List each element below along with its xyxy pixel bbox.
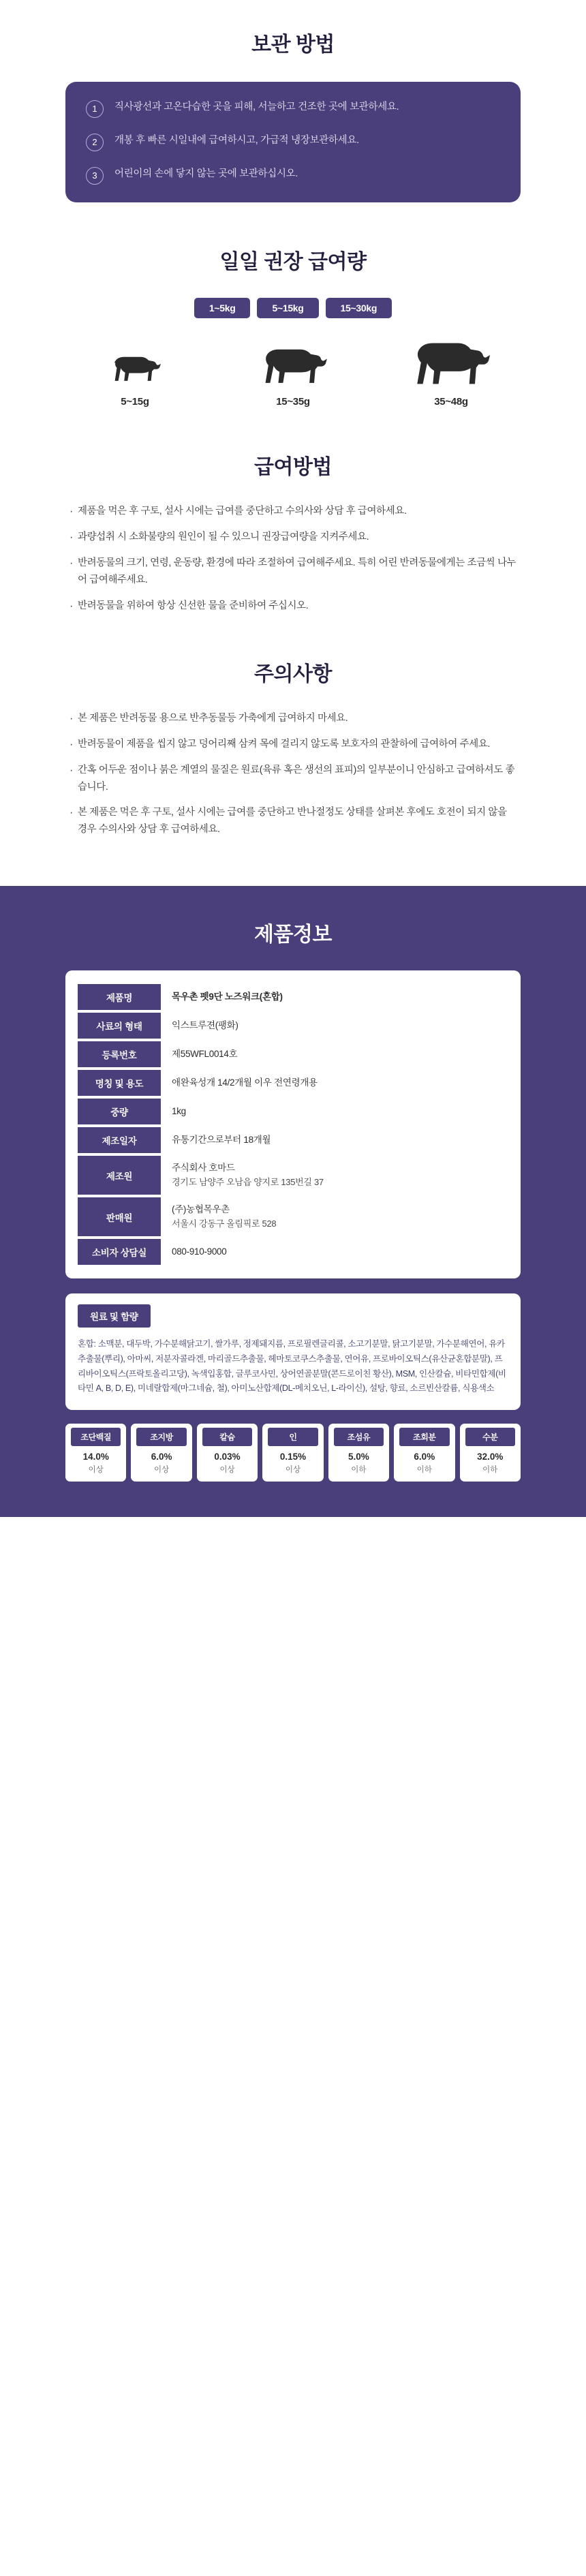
nutrition-qualifier: 이상	[154, 1465, 170, 1474]
dog-large-icon	[407, 339, 495, 386]
table-row	[78, 1041, 508, 1067]
nutrition-value: 5.0%	[348, 1452, 369, 1462]
nutrition-qualifier: 이하	[416, 1465, 432, 1474]
feeding-method-section	[0, 408, 586, 615]
nutrition-value: 0.03%	[214, 1452, 241, 1462]
row-value: 유통기간으로부터 18개월	[172, 1134, 271, 1145]
page-title-caution: 주의사항	[254, 662, 332, 686]
row-label: 등록번호	[78, 1041, 161, 1067]
row-label: 중량	[78, 1099, 161, 1124]
step-number: 3	[86, 167, 104, 185]
row-label: 판매원	[78, 1197, 161, 1236]
row-value	[161, 1156, 508, 1195]
list-item: · 과량섭취 시 소화불량의 원인이 될 수 있으니 권장급여량을 지켜주세요.	[68, 529, 518, 546]
product-info-table	[78, 981, 508, 1268]
storage-list	[65, 82, 521, 202]
page-title-feeding: 급여방법	[254, 456, 332, 478]
page-title-storage: 보관 방법	[251, 33, 335, 56]
row-label: 제조원	[78, 1156, 161, 1195]
row-label: 제품명	[78, 984, 161, 1010]
caution-section	[0, 615, 586, 839]
nutrition-name: 인	[268, 1428, 318, 1446]
nutrition-value: 0.15%	[279, 1452, 307, 1462]
step-number: 1	[86, 100, 104, 118]
row-value-sub: 경기도 남양주 오남읍 양지로 135번길 37	[172, 1177, 324, 1188]
page-title-daily: 일일 권장 급여량	[219, 251, 367, 273]
nutrition-value: 6.0%	[151, 1452, 172, 1462]
product-info-section	[0, 886, 586, 1517]
nutrition-name: 조섬유	[334, 1428, 384, 1446]
table-row	[78, 1013, 508, 1039]
nutrition-qualifier: 이상	[285, 1465, 301, 1474]
daily-amount-section	[0, 202, 586, 408]
row-value: 목우촌 펫9단 노즈워크(혼합)	[172, 991, 283, 1002]
nutrition-qualifier: 이하	[351, 1465, 367, 1474]
row-value: 1kg	[172, 1105, 186, 1116]
nutrition-value: 32.0%	[477, 1452, 504, 1462]
table-row	[78, 1156, 508, 1195]
table-row	[78, 1197, 508, 1236]
ingredients-heading: 원료 및 함량	[78, 1304, 151, 1328]
list-item: · 제품을 먹은 후 구토, 설사 시에는 급여를 중단하고 수의사와 상담 후 급여하세요.	[68, 503, 518, 520]
tab-weight-3: 15~30kg	[326, 298, 392, 318]
list-item	[86, 166, 500, 185]
storage-item-text: 개봉 후 빠른 시일내에 급여하시고, 가급적 냉장보관하세요.	[114, 135, 359, 146]
nutrition-name: 칼슘	[202, 1428, 252, 1446]
nutrition-name: 수분	[465, 1428, 515, 1446]
nutrition-cell	[197, 1424, 258, 1482]
page-title-product: 제품정보	[254, 923, 332, 947]
nutrition-name: 조지방	[136, 1428, 186, 1446]
nutrition-cell	[65, 1424, 126, 1482]
nutrition-value: 6.0%	[414, 1452, 435, 1462]
caution-list	[68, 710, 518, 839]
feeding-list	[68, 503, 518, 615]
row-value: 제55WFL0014호	[172, 1048, 238, 1059]
list-item	[390, 339, 512, 408]
row-value-sub: 서울시 강동구 올림픽로 528	[172, 1218, 277, 1229]
product-info-card	[65, 970, 521, 1278]
nutrition-name: 조단백질	[71, 1428, 121, 1446]
dog-medium-icon	[256, 344, 330, 386]
list-item	[232, 344, 354, 408]
nutrition-cell	[394, 1424, 454, 1482]
list-item: · 반려동물의 크기, 연령, 운동량, 환경에 따라 조절하여 급여해주세요. 특히 어린 반려동물에게는 조금씩 나누어 급여해주세요.	[68, 555, 518, 589]
table-row	[78, 1127, 508, 1153]
storage-item-text: 직사광선과 고온다습한 곳을 피해, 서늘하고 건조한 곳에 보관하세요.	[114, 102, 399, 112]
list-item	[86, 99, 500, 118]
row-value: 익스트루젼(팽화)	[172, 1019, 238, 1030]
table-row	[78, 1239, 508, 1265]
row-value: 080-910-9000	[172, 1246, 227, 1257]
nutrition-qualifier: 이상	[219, 1465, 235, 1474]
list-item: · 본 제품은 먹은 후 구토, 설사 시에는 급여를 중단하고 반나절정도 상태를 살펴본 후에도 호전이 되지 않을 경우 수의사와 상담 후 급여하세요.	[68, 804, 518, 838]
ingredients-card	[65, 1293, 521, 1410]
table-row	[78, 984, 508, 1010]
dog-amount-1: 5~15g	[121, 396, 149, 408]
nutrition-value: 14.0%	[82, 1452, 109, 1462]
nutrition-cell	[131, 1424, 191, 1482]
nutrition-cell	[262, 1424, 323, 1482]
list-item	[74, 351, 196, 408]
list-item: · 반려동물이 제품을 씹지 않고 덩어리째 삼켜 목에 걸리지 않도록 보호자의 관찰하에 급여하여 주세요.	[68, 736, 518, 753]
nutrition-qualifier: 이하	[482, 1465, 498, 1474]
tab-weight-1: 1~5kg	[194, 298, 251, 318]
table-row	[78, 1070, 508, 1096]
list-item: · 본 제품은 반려동물 용으로 반추동물등 가축에게 급여하지 마세요.	[68, 710, 518, 727]
storage-section	[0, 0, 586, 202]
row-value-main: (주)농협목우촌	[172, 1204, 230, 1215]
row-label: 소비자 상담실	[78, 1239, 161, 1265]
weight-tabs	[0, 298, 586, 318]
step-number: 2	[86, 134, 104, 151]
row-label: 명칭 및 용도	[78, 1070, 161, 1096]
row-label: 제조일자	[78, 1127, 161, 1153]
row-label: 사료의 형태	[78, 1013, 161, 1039]
row-value: 애완육성개 14/2개월 이우 전연령개용	[172, 1077, 318, 1088]
dog-illustrations	[0, 339, 586, 408]
list-item: · 간혹 어두운 점이나 붉은 계열의 물질은 원료(육류 혹은 생선의 표피)의 일부분이니 안심하고 급여하셔도 좋습니다.	[68, 762, 518, 796]
dog-amount-3: 35~48g	[434, 396, 468, 408]
nutrition-table	[65, 1424, 521, 1482]
table-row	[78, 1099, 508, 1124]
ingredients-text: 혼합: 소맥분, 대두박, 가수분해닭고기, 쌀가루, 정제돼지름, 프로필렌글리콜, 소고기분말, 닭고기분말, 가수분해연어, 유카추출물(뿌리), 아마씨, 저분자콜라겐, 마리골드추출물, 헤마토코쿠스추출물, 연어유, 프로바이오틱스(유산균혼합분말), 프리바이오틱스(프락토올리고당), 녹색입홍합, 글루코사민, 상어연골분말(콘드로이친 황산), MSM, 인산칼슘, 비타민합제(비타민 A, B, D, E), 미네랄합제(마그네슘, 철), 아미노산합제(DL-메치오닌, L-라이신), 설탕, 향료, 소르빈산칼륨, 식용색소	[78, 1339, 506, 1394]
dog-small-icon	[106, 351, 164, 386]
row-value	[161, 1197, 508, 1236]
nutrition-qualifier: 이상	[88, 1465, 104, 1474]
dog-amount-2: 15~35g	[276, 396, 310, 408]
nutrition-cell	[460, 1424, 521, 1482]
storage-item-text: 어린이의 손에 닿지 않는 곳에 보관하십시오.	[114, 168, 298, 179]
list-item: · 반려동물을 위하여 항상 신선한 물을 준비하여 주십시오.	[68, 598, 518, 615]
row-value-main: 주식회사 호마드	[172, 1163, 235, 1174]
nutrition-name: 조회분	[399, 1428, 449, 1446]
nutrition-cell	[328, 1424, 389, 1482]
list-item	[86, 133, 500, 151]
tab-weight-2: 5~15kg	[257, 298, 318, 318]
